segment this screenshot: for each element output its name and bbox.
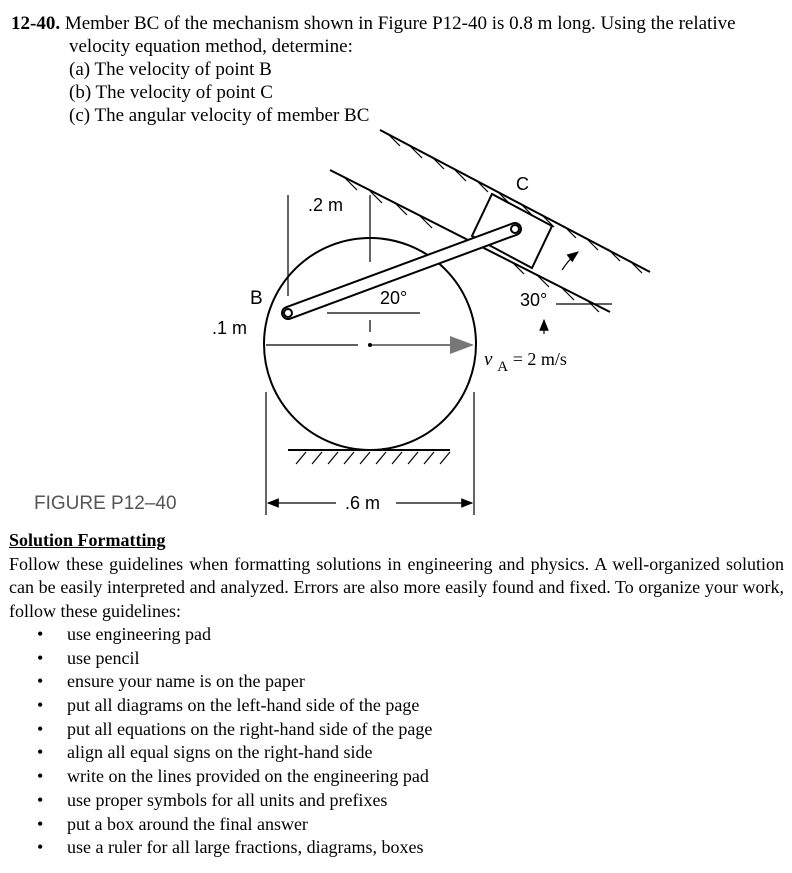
- label-va-subscript: A: [497, 359, 509, 375]
- label-slot-angle: 30°: [520, 290, 548, 310]
- label-velocity-a: [484, 349, 567, 376]
- guideline-text: write on the lines provided on the engineering pad: [67, 766, 429, 787]
- guideline-text: put all equations on the right-hand side of the page: [67, 718, 433, 739]
- guideline-text: use engineering pad: [67, 624, 211, 644]
- problem-part-b: (b) The velocity of point C: [69, 82, 273, 103]
- label-va-symbol: v: [484, 349, 493, 370]
- list-item: [9, 694, 784, 718]
- solution-heading: Solution Formatting: [9, 530, 166, 550]
- guidelines-list: [9, 623, 784, 860]
- label-top-dimension: .2 m: [308, 195, 344, 215]
- problem-part-a: (a) The velocity of point B: [69, 59, 272, 80]
- list-item: [9, 623, 784, 647]
- list-item: [9, 836, 784, 860]
- slot-angle-marks: [544, 252, 612, 334]
- problem-statement-line-2: velocity equation method, determine:: [69, 36, 353, 57]
- list-item: [9, 765, 784, 789]
- wheel-ground: [288, 450, 450, 464]
- figure-caption: FIGURE P12–40: [34, 493, 177, 514]
- label-left-dimension: .1 m: [212, 318, 248, 338]
- problem-part-c: (c) The angular velocity of member BC: [69, 105, 370, 126]
- solution-formatting: [9, 529, 784, 860]
- guideline-text: put a box around the final answer: [67, 813, 308, 834]
- guideline-text: align all equal signs on the right-hand side: [67, 742, 373, 763]
- bullet-icon: •: [37, 718, 44, 739]
- pin-b: [284, 309, 292, 317]
- point-a: [368, 343, 372, 347]
- list-item: [9, 718, 784, 742]
- guideline-text: ensure your name is on the paper: [67, 671, 305, 692]
- guideline-text: use proper symbols for all units and prefixes: [67, 789, 388, 810]
- bullet-icon: •: [37, 742, 44, 763]
- bullet-icon: •: [37, 695, 44, 716]
- bullet-icon: •: [37, 624, 44, 644]
- label-bottom-dimension: .6 m: [345, 493, 381, 513]
- list-item: [9, 670, 784, 694]
- bullet-icon: •: [37, 766, 44, 787]
- pin-c: [511, 225, 519, 233]
- problem-number: 12-40.: [11, 13, 61, 34]
- list-item: [9, 813, 784, 837]
- guideline-text: use a ruler for all large fractions, diagrams, boxes: [67, 837, 424, 858]
- label-va-value: = 2 m/s: [512, 349, 567, 369]
- bullet-icon: •: [37, 813, 44, 834]
- problem-statement-line-1: Member BC of the mechanism shown in Figure P12-40 is 0.8 m long. Using the relative: [64, 13, 736, 34]
- guideline-text: put all diagrams on the left-hand side of the page: [67, 695, 420, 716]
- list-item: [9, 789, 784, 813]
- guideline-text: use pencil: [67, 647, 140, 668]
- list-item: [9, 647, 784, 671]
- label-point-b: B: [250, 288, 263, 309]
- bullet-icon: •: [37, 647, 44, 668]
- bullet-icon: •: [37, 837, 44, 858]
- solution-paragraph: Follow these guidelines when formatting solutions in engineering and physics. A well-organized solution can be easily interpreted and analyzed. Errors are also more easily found and fixed. To organize your work, follow these guidelines:: [9, 553, 784, 621]
- label-point-c: C: [516, 174, 529, 194]
- label-angle-bc: 20°: [380, 288, 408, 308]
- bullet-icon: •: [37, 671, 44, 692]
- list-item: [9, 741, 784, 765]
- reference-lines: [266, 195, 474, 515]
- bullet-icon: •: [37, 789, 44, 810]
